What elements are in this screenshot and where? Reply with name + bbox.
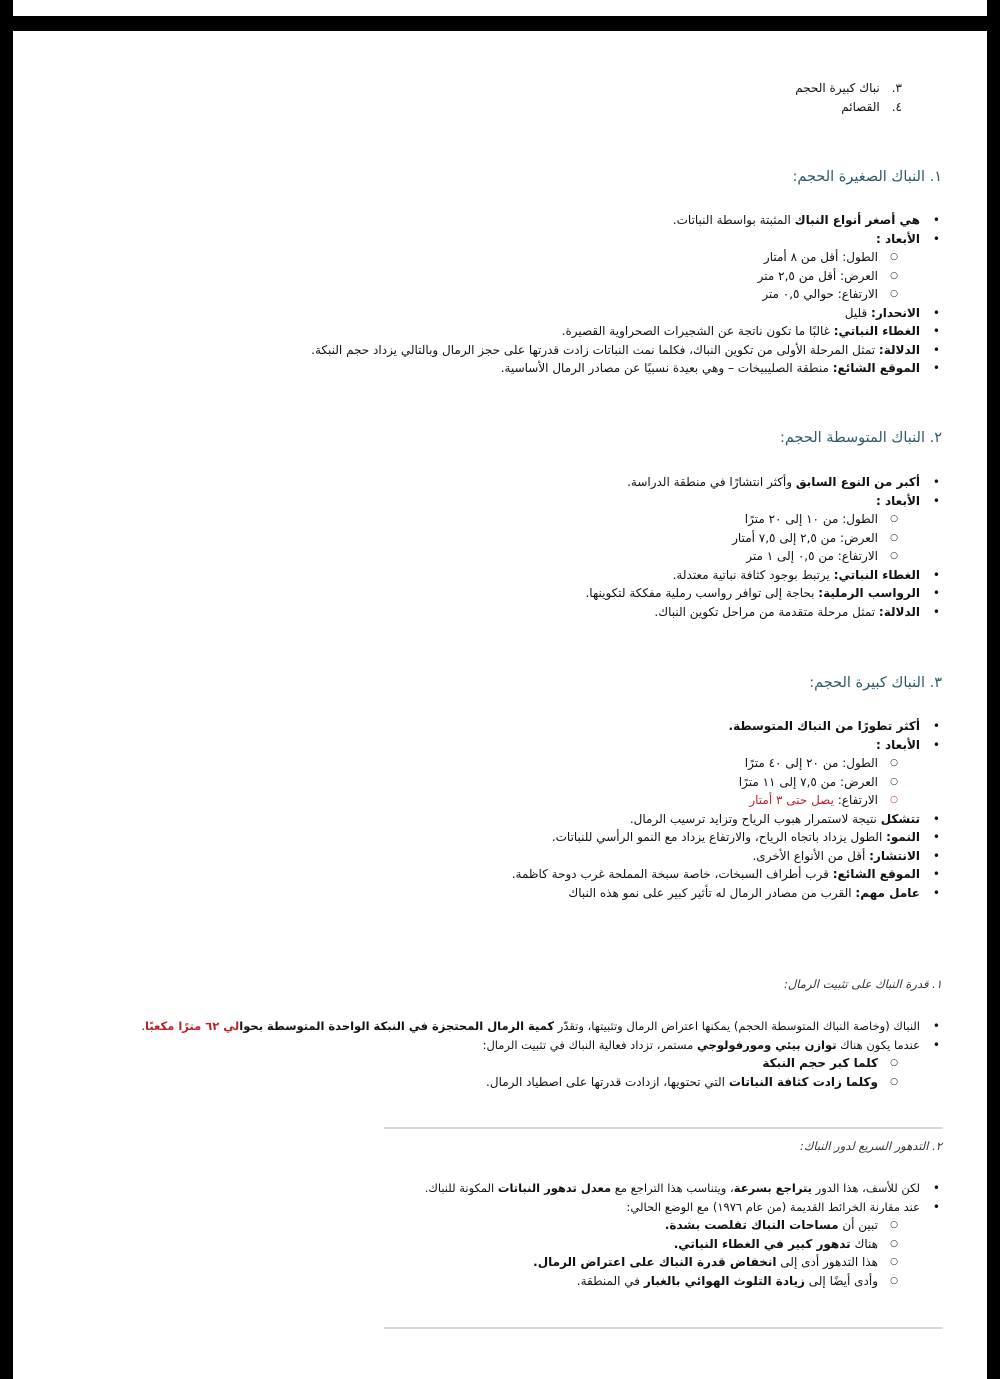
- toc-list: [795, 79, 902, 117]
- list-item: • تتشكل نتيجة لاستمرار هبوب الرياح وتزايد ترسيب الرمال.: [512, 810, 942, 829]
- list-item: • عامل مهم: القرب من مصادر الرمال له تأثير كبير على نمو هذه النباك: [512, 884, 942, 903]
- list-item: • عند مقارنة الخرائط القديمة (من عام ١٩٧٦) مع الوضع الحالي: ○ تبين أن مساحات النباك تقلصت بشدة. ○ هناك تدهور كبير في الغطاء النباتي. ○ هذا التدهور أدى إلى انخفاض قدرة النباك على اعتراض الرمال. ○ وأدى أيضًا إلى زيادة التلوث الهوائي بالغبار في المنطقة.: [425, 1198, 942, 1291]
- list-item: • الدلالة: تمثل المرحلة الأولى من تكوين النباك، فكلما نمت النباتات زادت قدرتها على حجز الرمال وبالتالي يزداد حجم النبكة.: [311, 341, 942, 360]
- list-item: • الأبعاد : ○ الطول: أقل من ٨ أمتار ○ العرض: أقل من ٢,٥ متر ○ الارتفاع: حوالي ٠,٥ متر: [311, 230, 942, 304]
- list-item: • الدلالة: تمثل مرحلة متقدمة من مراحل تكوين النباك.: [585, 603, 942, 622]
- section1-list: [311, 211, 942, 378]
- list-item: • النباك (وخاصة النباك المتوسطة الحجم) يمكنها اعتراض الرمال وتثبيتها، وتقدّر كمية الرمال المحتجزة في النبكة الواحدة المتوسطة بحوالي ٦٢ مترًا مكعبًا.: [141, 1017, 942, 1036]
- list-item: • الأبعاد : ○ الطول: من ٢٠ إلى ٤٠ مترًا ○ العرض: من ٧,٥ إلى ١١ مترًا ○ الارتفاع: يصل حتى ٣ أمتار: [512, 736, 942, 810]
- list-item: • الغطاء النباتي: يرتبط بوجود كثافة نباتية معتدلة.: [585, 566, 942, 585]
- horizontal-rule: [384, 1127, 942, 1129]
- list-item: • الرواسب الرملية: بحاجة إلى توافر رواسب رملية مفككة لتكوينها.: [585, 584, 942, 603]
- sub-list: ○ تبين أن مساحات النباك تقلصت بشدة. ○ هناك تدهور كبير في الغطاء النباتي. ○ هذا التدهور أدى إلى انخفاض قدرة النباك على اعتراض الرمال. ○ وأدى أيضًا إلى زيادة التلوث الهوائي بالغبار في المنطقة.: [425, 1216, 920, 1290]
- list-item: • أكبر من النوع السابق وأكثر انتشارًا في منطقة الدراسة.: [585, 473, 942, 492]
- section-heading-large: ٣. النباك كبيرة الحجم:: [809, 675, 942, 691]
- toc-item: ٤. القصائم: [841, 100, 902, 114]
- list-item: • هي أصغر أنواع النباك المثبتة بواسطة النباتات.: [311, 211, 942, 230]
- dims-list: ○ الطول: من ١٠ إلى ٢٠ مترًا ○ العرض: من ٢,٥ إلى ٧,٥ أمتار ○ الارتفاع: من ٠,٥ إلى ١ متر: [585, 510, 920, 566]
- list-item: • الانحدار: قليل: [311, 304, 942, 323]
- subsection-heading-sand-fixation: ١. قدرة النباك على تثبيت الرمال:: [784, 977, 942, 991]
- previous-page-edge: [13, 0, 987, 16]
- subsection-heading-deterioration: ٢. التدهور السريع لدور النباك:: [800, 1139, 942, 1153]
- toc-item: ٣. نباك كبيرة الحجم: [795, 81, 902, 95]
- section2-list: [585, 473, 942, 621]
- document-page: [13, 31, 987, 1379]
- sub-list: ○ كلما كبر حجم النبكة ○ وكلما زادت كثافة النباتات التي تحتويها، ازدادت قدرتها على اصطياد الرمال.: [141, 1054, 920, 1091]
- list-item: • الموقع الشائع: قرب أطراف السبخات، خاصة سبخة المملحة غرب دوحة كاظمة.: [512, 865, 942, 884]
- list-item: • أكثر تطورًا من النباك المتوسطة.: [512, 717, 942, 736]
- horizontal-rule: [384, 1327, 942, 1329]
- list-item: • الانتشار: أقل من الأنواع الأخرى.: [512, 847, 942, 866]
- role2-list: [425, 1179, 942, 1290]
- list-item: • الموقع الشائع: منطقة الصليبيخات – وهي بعيدة نسبيًا عن مصادر الرمال الأساسية.: [311, 359, 942, 378]
- dims-list: ○ الطول: أقل من ٨ أمتار ○ العرض: أقل من ٢,٥ متر ○ الارتفاع: حوالي ٠,٥ متر: [311, 248, 920, 304]
- list-item: • لكن للأسف، هذا الدور يتراجع بسرعة، ويتناسب هذا التراجع مع معدل تدهور النباتات المكونة للنباك.: [425, 1179, 942, 1198]
- list-item: • الأبعاد : ○ الطول: من ١٠ إلى ٢٠ مترًا ○ العرض: من ٢,٥ إلى ٧,٥ أمتار ○ الارتفاع: من ٠,٥ إلى ١ متر: [585, 492, 942, 566]
- dims-list: ○ الطول: من ٢٠ إلى ٤٠ مترًا ○ العرض: من ٧,٥ إلى ١١ مترًا ○ الارتفاع: يصل حتى ٣ أمتار: [512, 754, 920, 810]
- list-item: • عندما يكون هناك توازن بيئي ومورفولوجي مستمر، تزداد فعالية النباك في تثبيت الرمال: ○ كلما كبر حجم النبكة ○ وكلما زادت كثافة النباتات التي تحتويها، ازدادت قدرتها على اصطياد الرمال.: [141, 1036, 942, 1092]
- section-heading-small: ١. النباك الصغيرة الحجم:: [792, 169, 942, 185]
- section3-list: [512, 717, 942, 902]
- list-item: • النمو: الطول يزداد باتجاه الرياح، والارتفاع يزداد مع النمو الرأسي للنباتات.: [512, 828, 942, 847]
- section-heading-medium: ٢. النباك المتوسطة الحجم:: [779, 430, 942, 446]
- role1-list: [141, 1017, 942, 1091]
- list-item: • الغطاء النباتي: غالبًا ما تكون ناتجة عن الشجيرات الصحراوية القصيرة.: [311, 322, 942, 341]
